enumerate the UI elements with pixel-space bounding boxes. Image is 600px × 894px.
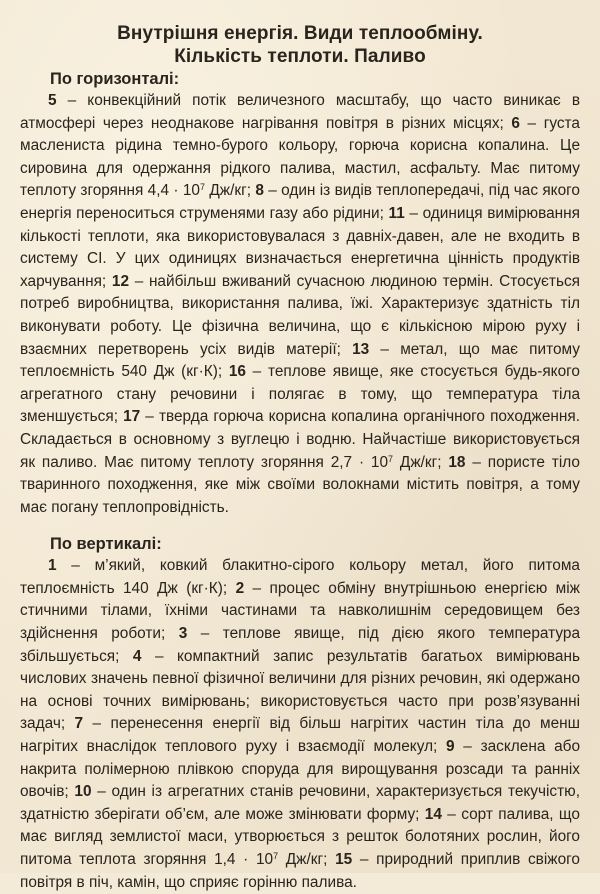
clue-item: 15 – природний приплив свіжого повітря в піч, камін, що сприяє горінню палива. [20, 851, 580, 891]
clue-item: 3 – теплове явище, під дією якого температура збільшується; [20, 625, 581, 665]
unit-text: Дж/кг; [205, 182, 251, 200]
clue-item: 8 – один із видів теплопередачі, під час якого енергія переноситься струменями газу або рідини; [20, 182, 580, 222]
clue-number: 2 [235, 579, 245, 597]
unit-text: Дж/кг; [393, 453, 442, 471]
horizontal-clues [20, 90, 580, 519]
exponent: 7 [200, 182, 206, 193]
clue-item: 16 – теплове явище, яке стосується будь-якого агрегатного стану речовини і полягає в тому, що температура тіла зменшується; [20, 363, 580, 426]
clue-number: 18 [448, 453, 466, 471]
clue-text: конвекційний потік величезного масштабу, що часто виникає в атмосфері через неоднакове нагрівання повітря в різних місцях; [20, 92, 580, 132]
clue-text: теплове явище, яке стосується будь-якого агрегатного стану речовини і полягає в тому, що температура тіла зменшується; [20, 363, 580, 426]
clue-text: теплове явище, під дією якого температура збільшується; [20, 625, 581, 665]
clue-item: 4 – компактний запис результатів багатьох вимірювань числових значень певної фізичної величини для різних речовин, які одержано на основі точних вимірювань; використовується часто при розв’язуванні задач; [20, 647, 580, 733]
clue-item: 14 – сорт палива, що має вигляд землистої маси, утворюється з решток болотяних рослин, його питома теплота згоряння $1,4 \cdot 10^7$ Дж/кг; [20, 805, 580, 868]
clue-number: 8 [255, 182, 264, 200]
clue-number: 13 [352, 340, 370, 358]
clue-number: 5 [48, 92, 57, 109]
clue-text: пористе тіло тваринного походження, яке між своїми волокнами містить повітря, а тому має погану теплопровідність. [20, 453, 580, 516]
exponent: 7 [388, 453, 394, 464]
clue-item: 6 – густа маслениста рідина темно-бурого кольору, горюча корисна копалина. Це сировина для одержання рідкого палива, мастил, асфальту. Має питому теплоту згоряння $4,4 \cdot 10^7$ Дж/кг; [20, 114, 580, 200]
clue-text: тверда горюча корисна копалина органічного походження. Складається в основному з вуглецю і водню. Найчастіше використовується як паливо. Має питому теплоту згоряння 2,7 · 10 [20, 408, 580, 471]
clue-text: одиниця вимірювання кількості теплоти, яка використовувалася з давніх-давен, але не входить в систему СІ. У цих одиницях визначається енергетична цінність продуктів харчування; [20, 204, 580, 290]
vertical-clues [20, 555, 580, 894]
clue-number: 11 [388, 204, 405, 222]
clue-text: компактний запис результатів багатьох вимірювань числових значень певної фізичної величини для різних речовин, які одержано на основі точних вимірювань; використовується часто при розв’язуванні задач; [20, 647, 580, 733]
clue-number: 4 [132, 647, 142, 665]
clue-item: 11 – одиниця вимірювання кількості теплоти, яка використовувалася з давніх-давен, але не входить в систему СІ. У цих одиницях визначається енергетична цінність продуктів харчування; [20, 204, 580, 290]
clue-number: 17 [123, 408, 141, 426]
clue-text: м’який, ковкий блакитно-сірого кольору метал, його питома теплоємність 140 Дж (кг·К); [20, 557, 580, 597]
clue-item: 1 – м’який, ковкий блакитно-сірого кольору метал, його питома теплоємність 140 Дж (кг·К); [20, 557, 580, 597]
clue-number: 3 [178, 625, 188, 643]
clue-number: 9 [446, 738, 455, 756]
clue-text: природний приплив свіжого повітря в піч, камін, що сприяє горінню палива. [20, 851, 580, 891]
clue-item: 18 – пористе тіло тваринного походження, яке між своїми волокнами містить повітря, а тому має погану теплопровідність. [20, 453, 580, 516]
clue-text: метал, що має питому теплоємність 540 Дж (кг·К); [20, 340, 581, 381]
clue-number: 15 [335, 851, 353, 868]
title-line-1: Внутрішня енергія. Види теплообміну. [117, 23, 483, 44]
clue-number: 12 [111, 272, 130, 290]
clue-text: сорт палива, що має вигляд землистої маси, утворюється з решток болотяних рослин, його питома теплота згоряння 1,4 · 10 [20, 805, 580, 868]
clue-number: 10 [74, 783, 92, 801]
title-line-2: Кількість теплоти. Паливо [174, 46, 426, 67]
vertical-heading: По вертикалі: [50, 535, 162, 554]
page-title [20, 22, 580, 68]
clue-number: 14 [424, 805, 442, 823]
clue-number: 7 [74, 715, 84, 733]
clue-text: один із агрегатних станів речовини, характеризується текучістю, здатністю зберігати об’єм, але може змінювати форму; [20, 783, 580, 823]
unit-text: Дж/кг; [278, 851, 328, 868]
clue-text: засклена або накрита полімерною плівкою споруда для вирощування розсади та ранніх овочів; [20, 738, 581, 801]
clue-text: перенесення енергії від більш нагрітих частин тіла до менш нагрітих внаслідок теплового руху і взаємодії молекул; [20, 715, 580, 756]
clue-text: густа маслениста рідина темно-бурого кольору, горюча корисна копалина. Це сировина для одержання рідкого палива, мастил, асфальту. Має питому теплоту згоряння 4,4 · 10 [20, 114, 580, 200]
clue-item: 5 – конвекційний потік величезного масштабу, що часто виникає в атмосфері через неоднакове нагрівання повітря в різних місцях; [20, 92, 580, 132]
clue-number: 6 [511, 114, 520, 132]
clue-item: 9 – засклена або накрита полімерною плівкою споруда для вирощування розсади та ранніх овочів; [20, 738, 581, 801]
exponent: 7 [273, 851, 279, 861]
clue-number: 16 [228, 363, 246, 381]
clue-item: 12 – найбільш вживаний сучасною людиною термін. Стосується потреб виробництва, використання палива, їжі. Характеризує здатність тіл виконувати роботу. Це фізична величина, що є кількісною мірою руху і взаємних перетворень усіх видів матерії; [20, 272, 581, 358]
clue-item: 17 – тверда горюча корисна копалина органічного походження. Складається в основному з вуглецю і водню. Найчастіше використовується як паливо. Має питому теплоту згоряння $2,7 \cdot 10^7$ Дж/кг; [20, 408, 580, 471]
clue-item: 13 – метал, що має питому теплоємність 540 Дж (кг·К); [20, 340, 581, 381]
clue-item: 10 – один із агрегатних станів речовини, характеризується текучістю, здатністю зберігати об’єм, але може змінювати форму; [20, 783, 580, 823]
clue-number: 1 [48, 557, 57, 575]
clue-item: 2 – процес обміну внутрішньою енергією між стичними тілами, їхніми частинами та навколишнім середовищем без здійснення роботи; [20, 579, 580, 643]
clue-text: один із видів теплопередачі, під час якого енергія переноситься струменями газу або рідини; [20, 182, 580, 222]
clue-text: процес обміну внутрішньою енергією між стичними тілами, їхніми частинами та навколишнім середовищем без здійснення роботи; [20, 579, 580, 643]
horizontal-heading: По горизонталі: [50, 70, 180, 88]
clue-item: 7 – перенесення енергії від більш нагрітих частин тіла до менш нагрітих внаслідок теплового руху і взаємодії молекул; [20, 715, 580, 756]
clue-text: найбільш вживаний сучасною людиною термін. Стосується потреб виробництва, використання палива, їжі. Характеризує здатність тіл виконувати роботу. Це фізична величина, що є кількісною мірою руху і взаємних перетворень усіх видів матерії; [20, 272, 581, 358]
